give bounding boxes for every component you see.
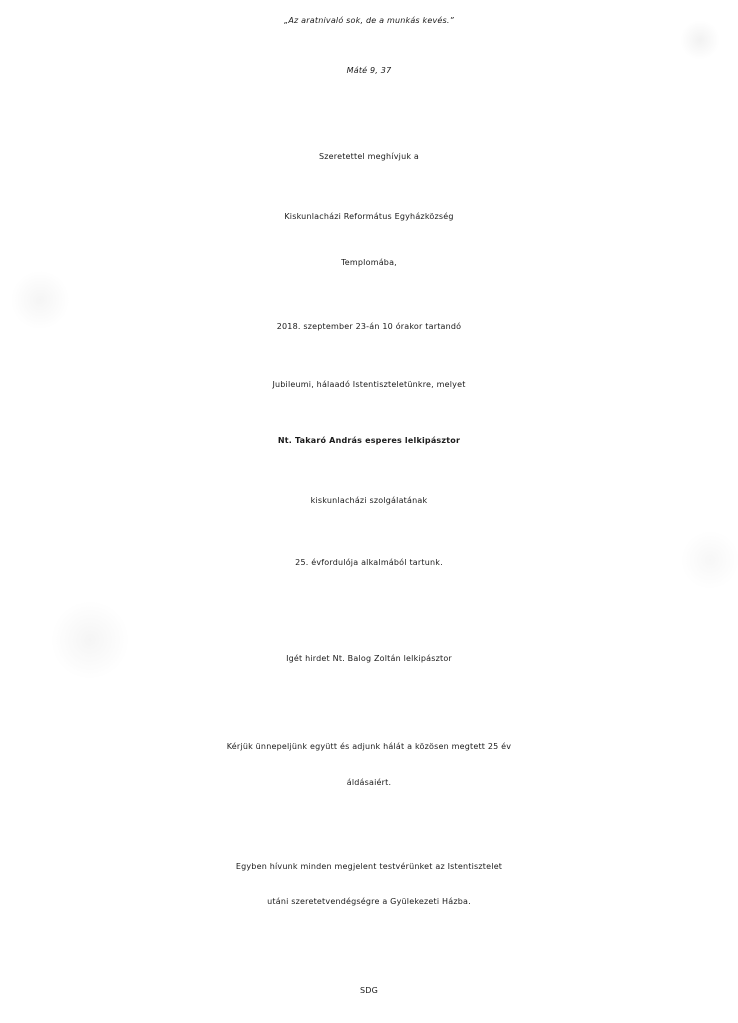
invitation-line: kiskunlacházi szolgálatának (310, 496, 428, 505)
honoree-name: Nt. Takaró András esperes lelkipásztor (277, 436, 461, 445)
invitation-line: Jubileumi, hálaadó Istentiszteletünkre, melyet (272, 380, 466, 389)
request-text: Kérjük ünnepeljünk együtt és adjunk hálát a közösen megtett 25 év (226, 742, 512, 751)
invitation-line: Szeretettel meghívjuk a (318, 152, 420, 161)
reception-text: utáni szeretetvendégségre a Gyülekezeti Házba. (267, 897, 471, 906)
invitation-line: 25. évfordulója alkalmából tartunk. (295, 558, 443, 567)
request-text: áldásaiért. (346, 778, 392, 787)
invitation-line: Kiskunlacházi Református Egyházközség (284, 212, 454, 221)
preacher-line: Igét hirdet Nt. Balog Zoltán lelkipásztor (286, 654, 452, 663)
event-date-line: 2018. szeptember 23-án 10 órakor tartandó (276, 322, 462, 331)
reception-text: Egyben hívunk minden megjelent testvérünket az Istentisztelet (235, 862, 503, 871)
invitation-line: Templomába, (341, 258, 397, 267)
closing-sdg: SDG (359, 986, 379, 995)
bible-quote: „Az aratnivaló sok, de a munkás kevés.” (284, 16, 454, 25)
bible-reference: Máté 9, 37 (346, 66, 392, 75)
